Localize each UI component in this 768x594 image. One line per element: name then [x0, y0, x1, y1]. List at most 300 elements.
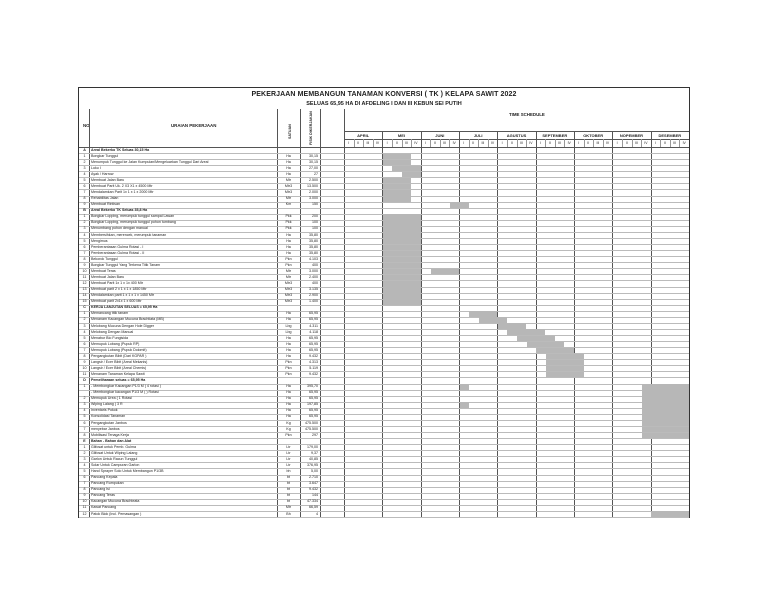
unit-cell: Mtr3: [284, 190, 293, 195]
unit-cell: Ha: [286, 311, 291, 316]
week-label: III: [366, 141, 370, 145]
unit-cell: Ha: [286, 341, 291, 346]
week-label: II: [664, 141, 666, 145]
task-description: Kacangan Mucuna Brachteata: [91, 499, 140, 504]
task-description: Patok Blok (Incl. Pemasangan ): [91, 511, 142, 516]
schedule-bar: [392, 166, 420, 172]
week-label: II: [587, 141, 590, 145]
task-description: Luku I: [91, 165, 101, 170]
schedule-bar: [383, 190, 411, 196]
unit-cell: Lbg: [285, 329, 292, 334]
quantity-cell: 9.432: [309, 487, 318, 492]
unit-cell: Pkn: [285, 432, 292, 437]
task-description: Memupuk Lobang (Pupuk RP): [91, 341, 140, 346]
row-number: 2: [83, 317, 86, 322]
unit-cell: Pkn: [285, 256, 292, 261]
week-label: IV: [375, 141, 380, 145]
quantity-cell: 35,80: [309, 238, 318, 243]
task-description: Glifosat Untuk Wiping Lalang: [91, 450, 138, 455]
row-number: 8: [83, 432, 86, 437]
unit-cell: Mtr3: [284, 287, 293, 292]
schedule-bar: [517, 336, 555, 342]
row-number: 5: [83, 469, 86, 474]
schedule-bar: [460, 384, 469, 390]
row-number: 5: [83, 414, 86, 419]
quantity-cell: 65,95: [309, 317, 318, 322]
unit-cell: Ha: [286, 335, 291, 340]
schedule-bar: [431, 269, 459, 275]
row-number: 1: [83, 214, 86, 219]
task-description: Membuat Jalan Baru: [91, 177, 125, 182]
quantity-cell: 27: [314, 171, 318, 176]
schedule-bar: [507, 329, 545, 335]
quantity-cell: 35,80: [309, 232, 318, 237]
schedule-bar: [383, 245, 421, 251]
row-number: 5: [83, 335, 86, 340]
month-label: OKTOBER: [583, 132, 604, 138]
schedule-bar: [383, 214, 421, 220]
week-label: II: [472, 141, 475, 145]
week-label: II: [625, 141, 628, 145]
row-number: 7: [83, 426, 86, 431]
unit-cell: Pkn: [285, 359, 292, 364]
task-description: Membuat parit 2 x 1 x 1 x 1850 Mtr: [91, 287, 147, 292]
task-description: Memancang titik tanam: [91, 311, 129, 316]
schedule-bar: [469, 311, 497, 317]
row-number: 7: [83, 190, 86, 195]
schedule-bar: [642, 402, 689, 408]
task-description: Pemberantasan Gulma Rotasi - II: [91, 250, 145, 255]
week-label: I: [578, 141, 580, 145]
task-description: Wiping Lalang ( 3 R: [91, 402, 123, 407]
task-description: Membersihkan, merencek, merumpuk tanaman: [91, 232, 167, 237]
week-label: IV: [567, 141, 571, 145]
week-label: IV: [644, 141, 648, 145]
row-number: 12: [82, 511, 87, 516]
quantity-cell: 400: [312, 262, 318, 267]
schedule-document: [78, 87, 690, 518]
row-number: 6: [83, 244, 86, 249]
week-label: I: [386, 141, 388, 145]
task-description: - Membongkar Kacangan P1/3 M ( 4 rotasi ): [91, 384, 161, 389]
unit-cell: Ha: [286, 317, 291, 322]
unit-cell: Kg: [286, 426, 291, 431]
unit-cell: Kg: [286, 420, 291, 425]
task-description: Glifosat untuk Pemb. Gulma: [91, 444, 136, 449]
row-number: B: [83, 208, 86, 213]
task-description: Solar Untuk Campuran Garlon: [91, 463, 140, 467]
section-heading: Areal Bekerko TK Seluas 30,15 Ha: [91, 147, 150, 152]
task-description: Bongkar Tunggul: [91, 153, 119, 158]
row-number: 7: [83, 481, 86, 486]
schedule-bar: [383, 196, 411, 202]
week-label: III: [481, 141, 485, 145]
month-label: DESEMBER: [658, 132, 682, 138]
unit-cell: bh: [286, 469, 291, 474]
schedule-bar: [642, 427, 689, 433]
task-description: Mengimus: [91, 238, 108, 243]
quantity-cell: 2.400: [309, 274, 318, 279]
quantity-cell: 297: [312, 432, 318, 437]
quantity-cell: 13.500: [307, 183, 318, 188]
quantity-cell: 5.119: [309, 365, 318, 370]
month-label: JUNI: [435, 132, 445, 138]
unit-cell: Bh: [286, 511, 291, 516]
unit-cell: Mtr: [285, 177, 292, 182]
schedule-bar: [383, 154, 411, 160]
row-number: C: [83, 305, 86, 310]
quantity-cell: 35,80: [309, 250, 318, 255]
quantity-cell: 65,95: [309, 341, 318, 346]
quantity-cell: 9.432: [309, 372, 318, 377]
row-number: 2: [83, 450, 86, 455]
unit-cell: Pkk: [285, 226, 292, 231]
task-description: Pancang Rumpukan: [91, 481, 124, 486]
row-divider: [79, 517, 689, 518]
row-number: 2: [83, 159, 86, 164]
quantity-cell: 47.334: [307, 499, 318, 504]
quantity-cell: 2.500: [309, 177, 318, 182]
task-description: Pengangkutan Janbos: [91, 420, 127, 425]
task-description: Hand Sprayer Solo Untuk Membangun P1/3B: [91, 469, 164, 474]
unit-cell: Ltr: [286, 450, 291, 455]
task-description: Mendalamkan parit 1 x 1 x 1 x 1450 Mtr: [91, 293, 155, 298]
quantity-cell: 197,85: [307, 402, 318, 407]
week-label: I: [463, 141, 465, 145]
week-label: III: [673, 141, 677, 145]
quantity-cell: 65,95: [309, 414, 318, 419]
row-number: 11: [82, 505, 87, 510]
schedule-bar: [642, 414, 689, 420]
week-label: III: [634, 141, 638, 145]
quantity-cell: 30,15: [309, 159, 318, 164]
unit-cell: Ha: [286, 353, 291, 358]
quantity-cell: 4.311: [309, 323, 318, 328]
unit-cell: Pkk: [285, 214, 292, 219]
row-number: 13: [82, 287, 87, 292]
row-number: 9: [83, 359, 86, 364]
row-number: 7: [83, 250, 86, 255]
row-number: 9: [83, 262, 86, 267]
week-label: I: [501, 141, 503, 145]
unit-cell: Ha: [286, 384, 291, 389]
schedule-bar: [546, 360, 584, 366]
quantity-cell: 100: [312, 220, 318, 225]
quantity-cell: 100: [312, 226, 318, 231]
schedule-bar: [383, 226, 421, 232]
schedule-bar: [383, 220, 421, 226]
unit-cell: Pkn: [285, 365, 292, 370]
task-description: Pengangkutan Bibit (Dari KGPAR ): [91, 353, 147, 358]
task-description: Bongkar Tunggul Yang Terkena Titik Tanam: [91, 262, 161, 267]
task-description: Membuat Parit 1x 1 x 1x 400 Mtr: [91, 281, 143, 286]
unit-cell: Pkk: [285, 220, 292, 225]
unit-cell: Mtr: [285, 505, 292, 510]
quantity-cell: 65,95: [309, 396, 318, 401]
row-number: 3: [83, 226, 86, 231]
unit-cell: Mtr3: [284, 281, 293, 286]
row-number: 4: [83, 171, 86, 176]
row-number: 10: [82, 499, 87, 504]
row-number: 1: [83, 444, 86, 449]
unit-cell: bt: [287, 499, 290, 504]
task-description: Pancang Isi: [91, 487, 110, 492]
week-label: I: [348, 141, 350, 145]
unit-cell: Ltr: [286, 463, 291, 467]
section-heading: Bahan - Bahan dan Alat: [91, 438, 132, 443]
quantity-cell: 9,37: [311, 450, 318, 455]
unit-cell: Ha: [286, 396, 291, 401]
week-label: II: [510, 141, 513, 145]
week-label: III: [519, 141, 523, 145]
row-number: 9: [83, 493, 86, 498]
task-description: Pancang Teras: [91, 493, 115, 498]
row-number: 2: [83, 220, 86, 225]
task-description: Konsolidasi Tanaman: [91, 414, 126, 419]
week-label: II: [549, 141, 551, 145]
unit-cell: Km: [285, 202, 292, 207]
task-description: Kawat Pancang: [91, 505, 117, 510]
quantity-cell: 5,00: [311, 469, 318, 474]
unit-cell: bt: [287, 487, 290, 492]
unit-cell: Ha: [286, 250, 291, 255]
unit-cell: Mtr: [285, 196, 292, 201]
row-number: 5: [83, 238, 86, 243]
unit-cell: Mtr: [285, 274, 292, 279]
unit-cell: Mtr3: [284, 293, 293, 298]
week-label: III: [596, 141, 600, 145]
unit-cell: Ha: [286, 153, 291, 158]
quantity-cell: 150: [312, 202, 318, 207]
unit-cell: Ha: [286, 244, 291, 249]
schedule-bar: [383, 160, 411, 166]
quantity-cell: 66,59: [309, 505, 318, 510]
quantity-cell: 40,85: [309, 456, 318, 461]
row-number: 10: [82, 268, 87, 273]
unit-cell: Ha: [286, 414, 291, 419]
quantity-cell: 4.313: [309, 359, 318, 364]
schedule-bar: [383, 184, 411, 190]
task-description: Memupuk Urea ( 1 Rotasi: [91, 396, 132, 401]
month-label: APRIL: [357, 132, 370, 138]
row-number: 12: [82, 281, 87, 286]
schedule-bar: [498, 323, 526, 329]
task-description: Garlon Untuk Racun Tunggul: [91, 456, 138, 461]
week-label: IV: [529, 141, 533, 145]
header-satuan: SATUAN: [288, 124, 292, 139]
month-label: JULI: [473, 132, 483, 138]
task-description: Bongkar Lopping, merumpuk tunggul pohon tumbang: [91, 220, 176, 225]
schedule-bar: [383, 299, 421, 305]
month-label: MEI: [397, 132, 406, 138]
unit-cell: Ha: [286, 347, 291, 352]
schedule-bar: [536, 348, 574, 354]
quantity-cell: 144: [312, 493, 318, 498]
row-number: 2: [83, 396, 86, 401]
task-description: Membuat Parit Uk. 2 X3 X1 x 4500 Mtr: [91, 183, 153, 188]
quantity-cell: 65,95: [309, 390, 318, 395]
row-number: 8: [83, 353, 86, 358]
task-description: Pemberantasan Gulma Rotasi - I: [91, 244, 144, 249]
page-title: PEKERJAAN MEMBANGUN TANAMAN KONVERSI ( TK ) KELAPA SAWIT 2022: [251, 91, 517, 98]
task-description: Melobang Mucuna Dengan Hole Digger: [91, 323, 155, 328]
quantity-cell: 475.500: [305, 420, 318, 425]
task-description: Membuat Teras: [91, 268, 116, 273]
row-number: E: [83, 438, 86, 443]
week-label: IV: [605, 141, 610, 145]
unit-cell: Ha: [286, 159, 291, 164]
quantity-cell: 27,00: [309, 165, 318, 170]
schedule-bar: [383, 269, 421, 275]
task-description: Mobilisasi Tenaga Kerja: [91, 432, 129, 437]
row-number: 8: [83, 196, 86, 201]
quantity-cell: 4.118: [309, 329, 318, 334]
quantity-cell: 2.710: [309, 475, 318, 480]
schedule-bar: [642, 390, 689, 396]
row-number: 3: [83, 456, 86, 461]
quantity-cell: 4.103: [309, 256, 318, 261]
month-label: SEPTEMBER: [542, 132, 568, 138]
task-description: Ayak / Harrow: [91, 171, 114, 176]
week-label: I: [654, 141, 656, 145]
quantity-cell: 376,95: [307, 463, 318, 467]
week-label: II: [357, 141, 360, 145]
row-number: 11: [82, 372, 87, 377]
row-number: 1: [83, 153, 86, 158]
unit-cell: Pkn: [285, 262, 292, 267]
unit-cell: Ha: [286, 238, 291, 243]
unit-cell: bt: [287, 481, 290, 486]
week-label: III: [558, 141, 562, 145]
quantity-cell: 65,95: [309, 335, 318, 340]
row-number: 8: [83, 487, 86, 492]
header-time-schedule: TIME SCHEDULE: [509, 112, 545, 117]
schedule-bar: [642, 433, 689, 439]
schedule-bar: [383, 275, 421, 281]
header-no: NO: [83, 123, 90, 128]
quantity-cell: 35,80: [309, 244, 318, 249]
schedule-bar: [383, 257, 421, 263]
row-number: 14: [82, 293, 87, 298]
quantity-cell: 179,00: [307, 444, 318, 449]
row-number: 4: [83, 408, 86, 413]
task-description: Bongkar Lopping, merumpuk tunggul sampai Lawan: [91, 214, 175, 219]
schedule-bar: [651, 511, 689, 517]
quantity-cell: 395,70: [307, 384, 318, 389]
row-number: 3: [83, 402, 86, 407]
unit-cell: bt: [287, 475, 290, 480]
row-number: 5: [83, 177, 86, 182]
schedule-bar: [546, 372, 584, 378]
task-description: Membuat Rintisan: [91, 202, 120, 207]
unit-cell: Mtr3: [284, 183, 293, 188]
quantity-cell: 65,95: [309, 347, 318, 352]
row-number: 1: [83, 384, 86, 389]
schedule-bar: [527, 342, 565, 348]
week-label: I: [539, 141, 541, 145]
task-description: Memupuk Lobang (Pupuk Dolomit): [91, 347, 147, 352]
row-number: 4: [83, 232, 86, 237]
task-description: Menabur Bio Fungisida: [91, 335, 128, 340]
section-heading: KERJA LANJUTAN SELUAS = 65,95 Ha: [91, 305, 158, 310]
task-description: Melobang Dengan Manual: [91, 329, 134, 334]
row-number: 9: [83, 202, 86, 207]
task-description: Mendalamkan Parit 1x 1 x 1 x 2000 Mtr: [91, 190, 154, 195]
quantity-cell: 65,95: [309, 311, 318, 316]
row-number: 6: [83, 420, 86, 425]
row-number: 6: [83, 183, 86, 188]
task-description: Pancang Kepala: [91, 475, 118, 480]
schedule-bar: [546, 354, 584, 360]
row-number: 11: [82, 274, 87, 279]
row-number: 1: [83, 311, 86, 316]
schedule-bar: [546, 366, 584, 372]
unit-cell: Ltr: [286, 456, 291, 461]
schedule-bar: [460, 402, 469, 408]
quantity-cell: 2.900: [309, 293, 318, 298]
quantity-cell: 3.000: [309, 196, 318, 201]
task-description: Menumpuk Tunggul ke Jalan Kumpulan/Mengeluarkan Tunggul Dari Areal: [91, 159, 209, 164]
quantity-cell: 400: [312, 281, 318, 286]
row-number: 10: [82, 365, 87, 370]
row-number: 15: [82, 299, 87, 304]
task-description: - Membongkar kacangan P1/3 M ( ) Rotasi: [91, 390, 159, 395]
unit-cell: Mtr: [285, 268, 292, 273]
week-label: I: [616, 141, 618, 145]
quantity-cell: 2.000: [309, 190, 318, 195]
task-description: Membuat parit 2x1x 1 x 600 Mtr: [91, 299, 142, 304]
schedule-bar: [642, 396, 689, 402]
row-number: 3: [83, 165, 86, 170]
row-number: 4: [83, 463, 86, 467]
row-number: 3: [83, 323, 86, 328]
schedule-table: [79, 109, 689, 517]
schedule-bar: [402, 172, 421, 178]
task-description: Langsir / Ecer Bibit (Areal Mekanis): [91, 359, 148, 364]
week-label: IV: [490, 141, 495, 145]
unit-cell: Pkn: [285, 372, 292, 377]
schedule-bar: [383, 281, 421, 287]
row-number: D: [83, 378, 86, 383]
row-number: 6: [83, 341, 86, 346]
unit-cell: Ha: [286, 402, 291, 407]
week-label: IV: [452, 141, 456, 145]
section-heading: Pemeliharaan seluas = 65,95 Ha: [91, 378, 146, 383]
page-subtitle: SELUAS 65,95 HA DI AFDELING I DAN III KEBUN SEI PUTIH: [306, 101, 462, 107]
task-description: Inventaris Pokok: [91, 408, 118, 413]
schedule-bar: [383, 232, 421, 238]
row-number: 7: [83, 347, 86, 352]
week-label: I: [424, 141, 426, 145]
task-description: Menanam Tanaman Kelapa Sawit: [91, 372, 145, 377]
row-number: 4: [83, 329, 86, 334]
header-fisik: FISIK DIKERJAKAN: [309, 111, 313, 145]
header-uraian: URAIAN PEKERJAAN: [171, 123, 217, 128]
task-description: menyebar Janbos: [91, 426, 120, 431]
unit-cell: Ha: [286, 171, 291, 176]
schedule-bar: [383, 178, 411, 184]
task-description: Rehabilitas Jalan: [91, 196, 119, 201]
schedule-bar: [383, 238, 421, 244]
task-description: Menanam Kacangan Mucuna Brachtiata (MB): [91, 317, 164, 322]
unit-cell: Ltr: [286, 444, 291, 449]
quantity-cell: 4: [316, 511, 318, 516]
schedule-bar: [383, 287, 421, 293]
quantity-cell: 3.647: [309, 481, 318, 486]
task-description: Membuat Jalan Baru: [91, 274, 125, 279]
unit-cell: Lbg: [285, 323, 292, 328]
quantity-cell: 3.135: [309, 287, 318, 292]
